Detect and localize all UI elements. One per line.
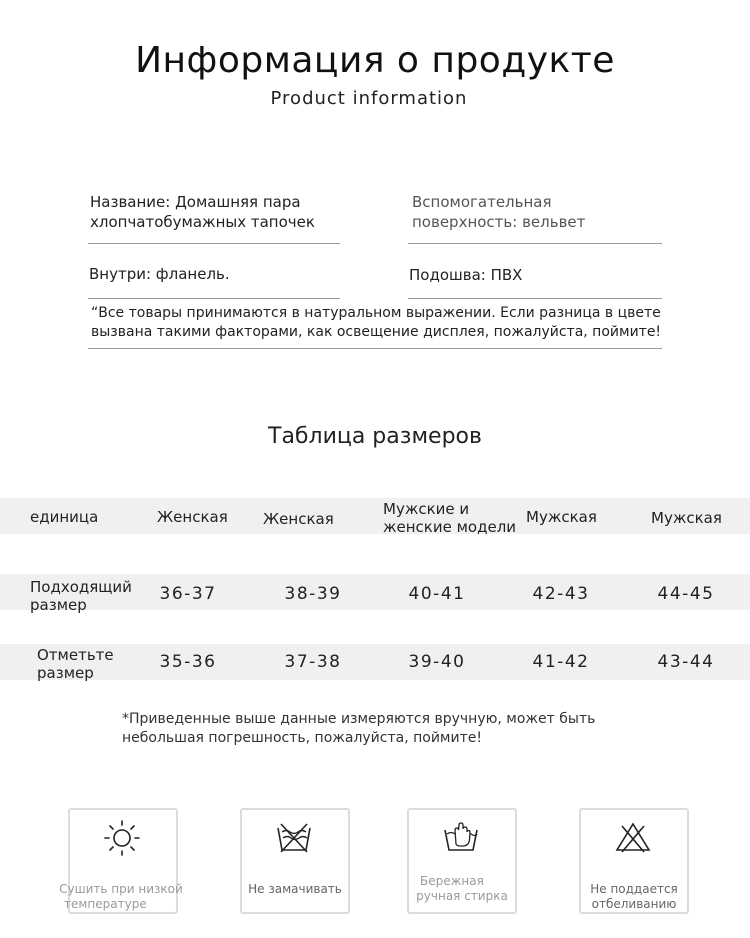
measurement-note-line1: *Приведенные выше данные измеряются вручную, может быть <box>122 711 596 727</box>
size-header-unit: единица <box>30 508 99 526</box>
info-divider <box>408 243 662 244</box>
measurement-note <box>122 710 595 748</box>
size-table-title: Таблица размеров <box>268 424 482 449</box>
info-name-line2: хлопчатобумажных тапочек <box>90 213 315 231</box>
care-label-line1: Не замачивать <box>248 882 342 896</box>
size-table-header-band <box>0 498 750 534</box>
size-value-mark: 39-40 <box>408 652 466 672</box>
size-header-unisex-line2: женские модели <box>383 518 517 536</box>
size-value-mark: 37-38 <box>284 652 342 672</box>
measurement-note-line2: небольшая погрешность, пожалуйста, поймите! <box>122 730 482 746</box>
size-value-fit: 44-45 <box>657 584 715 604</box>
size-header-unisex-line1: Мужские и <box>383 500 470 518</box>
size-value-mark: 41-42 <box>532 652 590 672</box>
size-value-fit: 42-43 <box>532 584 590 604</box>
care-label-line2: температуре <box>64 897 147 911</box>
size-header-men: Мужская <box>651 509 722 527</box>
size-header-men: Мужская <box>526 508 597 526</box>
info-name <box>90 192 315 232</box>
sun-icon <box>102 818 142 858</box>
info-inside: Внутри: фланель. <box>89 265 230 283</box>
care-label-line2: ручная стирка <box>416 889 508 903</box>
info-disclaimer-line1: “Все товары принимаются в натуральном выражении. Если разница в цвете <box>91 305 661 321</box>
size-value-fit: 40-41 <box>408 584 466 604</box>
no-soak-icon <box>274 818 314 858</box>
info-aux-line2: поверхность: вельвет <box>412 213 586 231</box>
care-label-no-bleach <box>579 882 689 912</box>
size-row-label-fit-line2: размер <box>30 596 87 614</box>
size-header-women: Женская <box>157 508 228 526</box>
info-aux-line1: Вспомогательная <box>412 193 552 211</box>
info-sole: Подошва: ПВХ <box>409 266 523 284</box>
size-row-label-mark <box>37 646 114 682</box>
care-label-line1: Сушить при низкой <box>59 882 183 896</box>
care-label-low-temp-dry <box>58 882 184 912</box>
size-value-fit: 38-39 <box>284 584 342 604</box>
size-value-fit: 36-37 <box>159 584 217 604</box>
size-row-label-mark-line2: размер <box>37 664 94 682</box>
size-row-label-fit <box>30 578 132 614</box>
page-title: Информация о продукте <box>135 40 615 81</box>
care-label-hand-wash <box>407 874 517 904</box>
care-label-line1: Не поддается <box>590 882 678 896</box>
info-auxiliary-surface <box>412 192 585 232</box>
size-header-women: Женская <box>263 510 334 528</box>
hand-wash-icon <box>441 818 481 858</box>
size-value-mark: 43-44 <box>657 652 715 672</box>
size-row-label-fit-line1: Подходящий <box>30 578 132 596</box>
size-value-mark: 35-36 <box>159 652 217 672</box>
info-disclaimer <box>91 304 661 342</box>
info-divider <box>88 243 340 244</box>
info-divider <box>88 298 340 299</box>
page-subtitle: Product information <box>270 88 468 109</box>
no-bleach-icon <box>613 818 653 858</box>
info-disclaimer-line2: вызвана такими факторами, как освещение дисплея, пожалуйста, поймите! <box>91 324 662 340</box>
size-row-label-mark-line1: Отметьте <box>37 646 114 664</box>
care-label-no-soak <box>240 882 350 897</box>
info-divider <box>88 348 662 349</box>
care-label-line1: Бережная <box>420 874 484 888</box>
info-name-line1: Название: Домашняя пара <box>90 193 301 211</box>
care-label-line2: отбеливанию <box>591 897 677 911</box>
size-header-unisex <box>383 500 516 536</box>
info-divider <box>408 298 662 299</box>
